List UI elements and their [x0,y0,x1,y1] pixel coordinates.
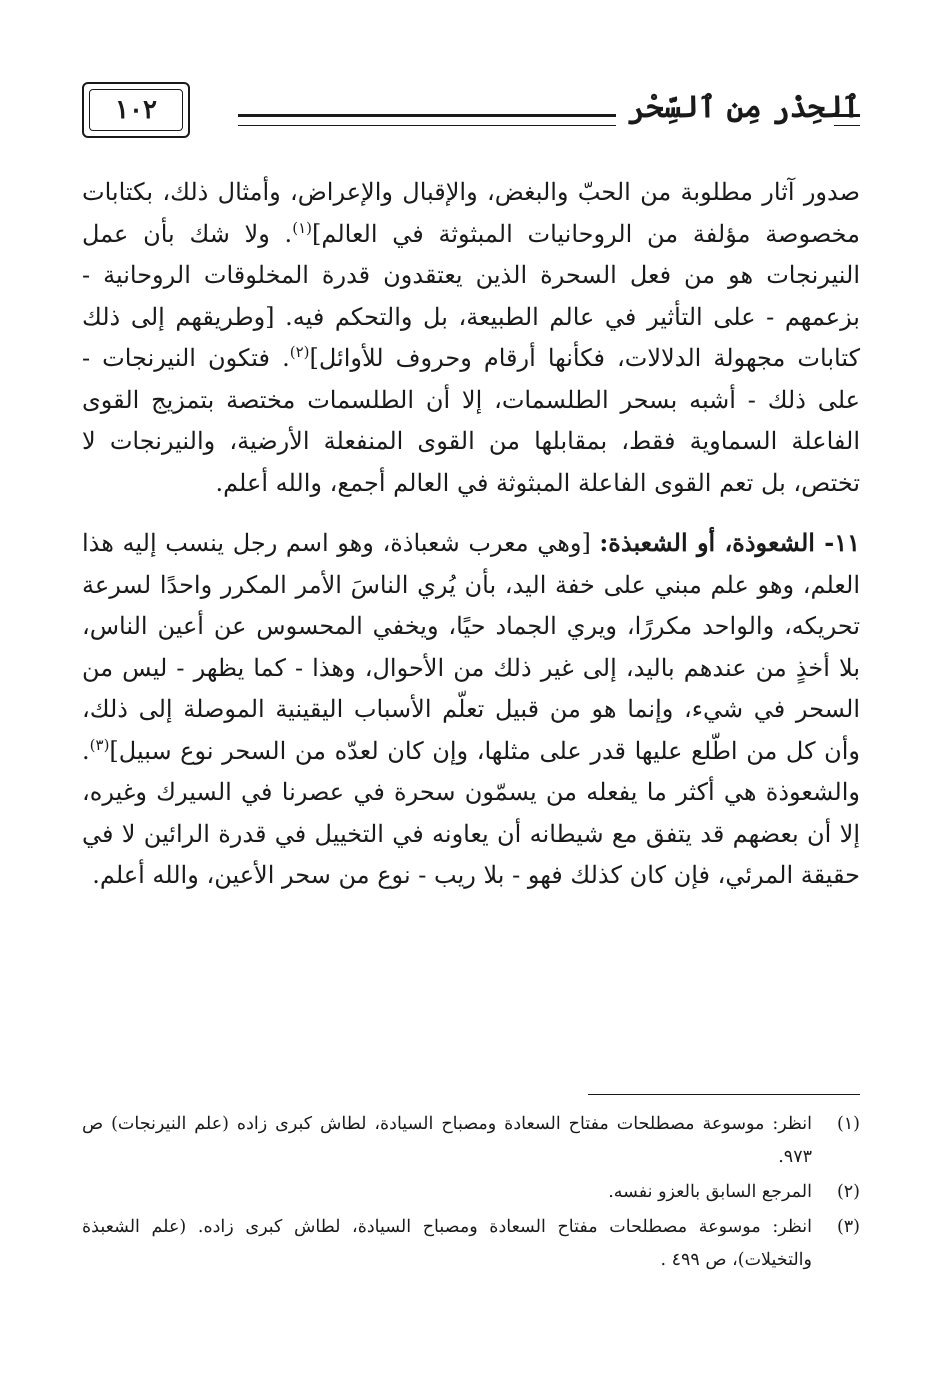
footnote [82,1108,860,1174]
footnote-ref-1: (١) [292,218,312,237]
footnote-text: انظر: موسوعة مصطلحات مفتاح السعادة ومصباح السيادة، لطاش كبرى زاده. (علم الشعبذة والتخيلات)، ص ٤٩٩ . [82,1217,812,1270]
footnote-number: (١) [836,1114,860,1134]
footnote-separator [588,1094,860,1095]
footnotes [82,1108,860,1279]
footnote [82,1211,860,1277]
footnote-text: المرجع السابق بالعزو نفسه. [608,1182,812,1202]
footnote-number: (٣) [836,1217,860,1237]
section-heading: ١١- الشعوذة، أو الشعبذة: [599,528,860,557]
page-header [82,78,860,148]
running-title: ٱلحِذْر مِن ٱلسِّحْر [628,90,860,125]
page-number-badge [82,82,190,138]
header-rule-right [834,114,860,126]
main-text [82,172,860,915]
paragraph-1: صدور آثار مطلوبة من الحبّ والبغض، والإقبال والإعراض، وأمثال ذلك، بكتابات مخصوصة مؤلفة من الروحانيات المبثوثة في العالم]$^{(١)}$. ولا شك بأن عمل النيرنجات هو من فعل السحرة الذين يعتقدون قدرة المخلوقات الروحانية - بزعمهم - على التأثير في عالم الطبيعة، بل والتحكم فيه. [وطريقهم إلى ذلك كتابات مجهولة الدلالات، فكأنها أرقام وحروف للأوائل]$^{(٢)}$. فتكون النيرنجات - على ذلك - أشبه بسحر الطلسمات، إلا أن الطلسمات مختصة بتمزيج القوى الفاعلة السماوية فقط، بمقابلها من القوى المنفعلة الأرضية، والنيرنجات لا تختص، بل تعم القوى الفاعلة المبثوثة في العالم أجمع، والله أعلم. [82,178,860,497]
footnote [82,1176,860,1209]
footnote-text: انظر: موسوعة مصطلحات مفتاح السعادة ومصباح السيادة، لطاش كبرى زاده (علم النيرنجات) ص ٩٧٣. [82,1114,812,1167]
header-rule-middle [238,114,616,126]
page-number: ١٠٢ [115,95,157,125]
footnote-ref-2: (٢) [289,343,310,361]
footnote-number: (٢) [836,1182,860,1202]
paragraph-2: ١١- الشعوذة، أو الشعبذة: [وهي معرب شعباذة، وهو اسم رجل ينسب إليه هذا العلم، وهو علم مبني على خفة اليد، بأن يُري الناسَ الأمر المكرر واحدًا لسرعة تحريكه، والواحد مكررًا، ويري الجماد حيًا، ويخفي المحسوس عن أعين الناس، بلا أخذٍ من عندهم باليد، إلى غير ذلك من الأحوال، وهذا - كما يظهر - ليس من السحر في شيء، وإنما هو من قبيل تعلّم الأسباب اليقينية الموصلة إلى ذلك، وأن كل من اطّلع عليها قدر على مثلها، وإن كان لعدّه من السحر نوع سبيل]$^{(٣)}$. والشعوذة هي أكثر ما يفعله من يسمّون سحرة في عصرنا في السيرك وغيره، إلا أن بعضهم قد يتفق مع شيطانه أن يعاونه في التخييل في قدرة الرائين لا في حقيقة المرئي، فإن كان كذلك فهو - بلا ريب - نوع من سحر الأعين، والله أعلم. [82,528,861,889]
footnote-ref-3: (٣) [89,735,110,754]
